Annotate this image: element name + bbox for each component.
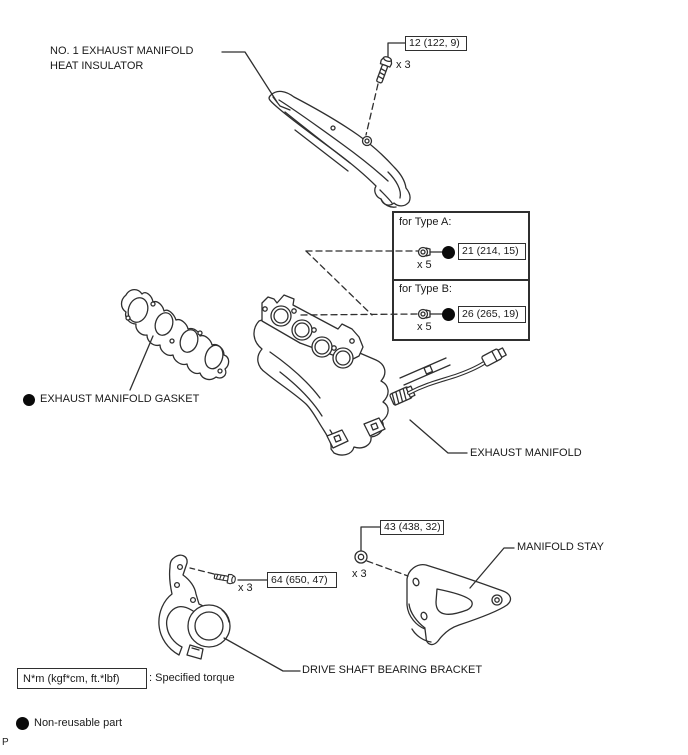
non-reusable-dot-type-b [442,308,455,321]
count-type-a: x 5 [417,259,432,271]
label-heat-insulator [50,44,193,74]
leader-bearing-bracket [224,638,300,671]
nut-icon-stay [355,551,367,563]
leader-insulator-bolt-spec [388,43,405,57]
dashed-line-bracket-bolt [190,568,214,574]
legend-non-reusable: Non-reusable part [34,717,123,729]
torque-value: 12 (122, 9) [409,37,460,49]
footer-page-char: P [2,737,9,748]
dashed-line-stay-nut [367,561,408,576]
count-insulator-bolt: x 3 [396,59,411,71]
label-gasket: EXHAUST MANIFOLD GASKET [40,393,200,405]
dashed-line-insulator-bolt [366,84,378,135]
torque-spec-insulator-bolt [405,36,467,51]
count-bracket-bolt: x 3 [238,582,253,594]
type-a-heading: for Type A: [399,216,452,228]
count-stay-nut: x 3 [352,568,367,580]
non-reusable-dot-type-a [442,246,455,259]
torque-spec-stay-nut [380,520,444,535]
torque-value: 21 (214, 15) [462,245,519,257]
label-heat-insulator-line2: HEAT INSULATOR [50,60,144,72]
torque-spec-type-a [458,243,526,260]
heat-insulator-drawing [269,91,410,207]
torque-spec-bracket-bolt [267,572,337,588]
non-reusable-dot-gasket [23,394,35,406]
leader-exhaust-manifold [410,420,467,453]
count-type-b: x 5 [417,321,432,333]
torque-spec-type-b [458,306,526,323]
gasket-drawing [122,290,229,380]
legend-torque-unit: N*m (kgf*cm, ft.*lbf) [23,672,120,685]
leader-heat-insulator [222,52,277,102]
label-exhaust-manifold: EXHAUST MANIFOLD [470,447,582,459]
leader-gasket [130,336,153,390]
torque-value: 64 (650, 47) [271,573,328,586]
type-b-heading: for Type B: [399,283,452,295]
torque-value: 43 (438, 32) [384,521,441,533]
legend-torque-description: : Specified torque [149,672,235,684]
torque-value: 26 (265, 19) [462,308,519,320]
manifold-stay-drawing [407,565,510,645]
bolt-icon [214,572,236,585]
label-manifold-stay: MANIFOLD STAY [517,541,604,553]
bolt-icon [374,55,393,84]
label-bearing-bracket: DRIVE SHAFT BEARING BRACKET [302,664,483,676]
legend-torque-unit-box [17,668,147,689]
non-reusable-dot-legend [16,717,29,730]
type-options-divider [394,279,528,281]
bearing-bracket-drawing [159,555,230,659]
leader-stay-nut-spec [361,527,380,551]
label-heat-insulator-line1: NO. 1 EXHAUST MANIFOLD [50,45,194,57]
